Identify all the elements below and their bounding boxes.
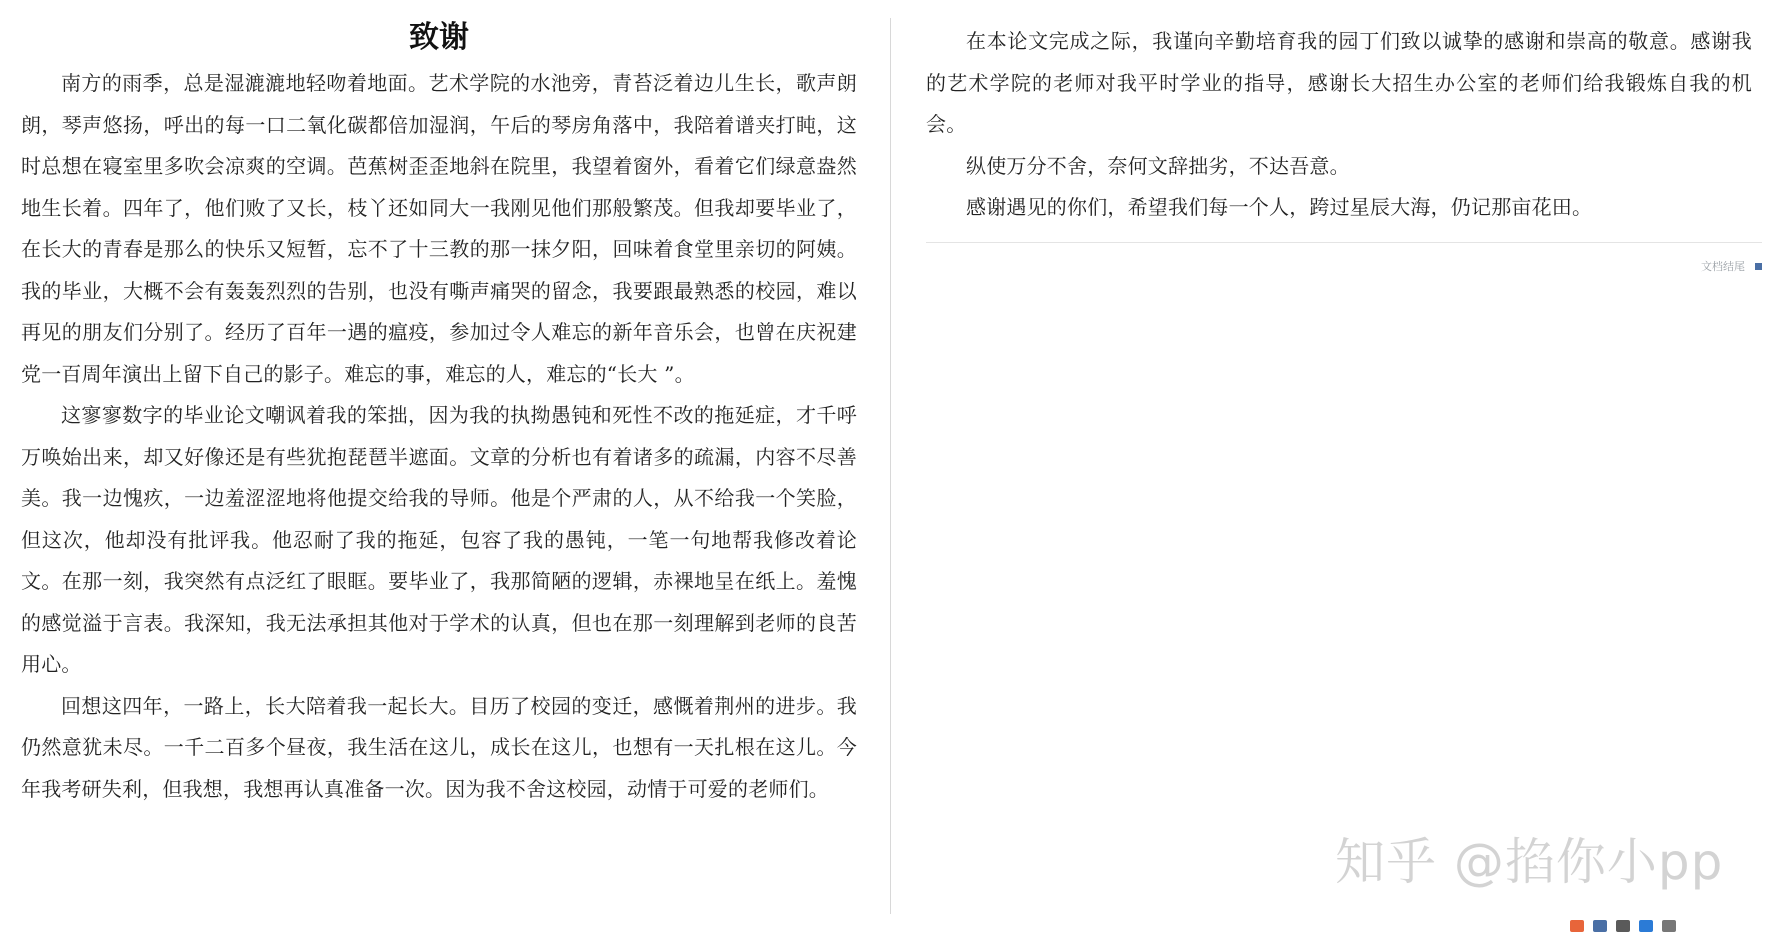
- paragraph: 这寥寥数字的毕业论文嘲讽着我的笨拙，因为我的执拗愚钝和死性不改的拖延症，才千呼万唤始出来，却又好像还是有些犹抱琵琶半遮面。文章的分析也有着诸多的疏漏，内容不尽善美。我一边愧疚，一边羞涩涩地将他提交给我的导师。他是个严肃的人，从不给我一个笑脸，但这次，他却没有批评我。他忍耐了我的拖延，包容了我的愚钝，一笔一句地帮我修改着论文。在那一刻，我突然有点泛红了眼眶。要毕业了，我那简陋的逻辑，赤裸地呈在纸上。羞愧的感觉溢于言表。我深知，我无法承担其他对于学术的认真，但也在那一刻理解到老师的良苦用心。: [21, 403, 857, 676]
- watermark: 知乎 @掐你小pp: [1335, 833, 1724, 891]
- document-title: 致谢: [409, 20, 469, 55]
- document-end-label: 文档结尾: [1701, 260, 1745, 273]
- document-end-marker: [1701, 258, 1762, 274]
- paragraph: 纵使万分不舍，奈何文辞拙劣，不达吾意。: [966, 153, 1350, 178]
- right-page-body: [926, 21, 1752, 229]
- taskbar-tray: [1570, 920, 1676, 932]
- app-icon[interactable]: [1570, 920, 1584, 932]
- paragraph: 回想这四年，一路上，长大陪着我一起长大。目历了校园的变迁，感慨着荆州的进步。我仍然意犹未尽。一千二百多个昼夜，我生活在这儿，成长在这儿，也想有一天扎根在这儿。今年我考研失利，但我想，我想再认真准备一次。因为我不舍这校园，动情于可爱的老师们。: [21, 693, 857, 801]
- app-icon[interactable]: [1593, 920, 1607, 932]
- right-page: [891, 0, 1772, 934]
- paragraph: 南方的雨季，总是湿漉漉地轻吻着地面。艺术学院的水池旁，青苔泛着边儿生长，歌声朗朗，琴声悠扬，呼出的每一口二氧化碳都倍加湿润，午后的琴房角落中，我陪着谱夹打盹，这时总想在寝室里多吹会凉爽的空调。芭蕉树歪歪地斜在院里，我望着窗外，看着它们绿意盎然地生长着。四年了，他们败了又长，枝丫还如同大一我刚见他们那般繁茂。但我却要毕业了，在长大的青春是那么的快乐又短暂，忘不了十三教的那一抹夕阳，回味着食堂里亲切的阿姨。我的毕业，大概不会有轰轰烈烈的告别，也没有嘶声痛哭的留念，我要跟最熟悉的校园，难以再见的朋友们分别了。经历了百年一遇的瘟疫，参加过令人难忘的新年音乐会，也曾在庆祝建党一百周年演出上留下自己的影子。难忘的事，难忘的人，难忘的“长大 ”。: [21, 71, 857, 386]
- app-icon[interactable]: [1616, 920, 1630, 932]
- app-icon[interactable]: [1662, 920, 1676, 932]
- app-icon[interactable]: [1639, 920, 1653, 932]
- end-square-icon: [1755, 263, 1762, 270]
- paragraph: 在本论文完成之际，我谨向辛勤培育我的园丁们致以诚挚的感谢和崇高的敬意。感谢我的艺术学院的老师对我平时学业的指导，感谢长大招生办公室的老师们给我锻炼自我的机会。: [926, 29, 1752, 136]
- paragraph: 感谢遇见的你们，希望我们每一个人，跨过星辰大海，仍记那亩花田。: [966, 195, 1593, 219]
- left-page-body: [21, 63, 857, 810]
- document-end-rule: [926, 242, 1762, 243]
